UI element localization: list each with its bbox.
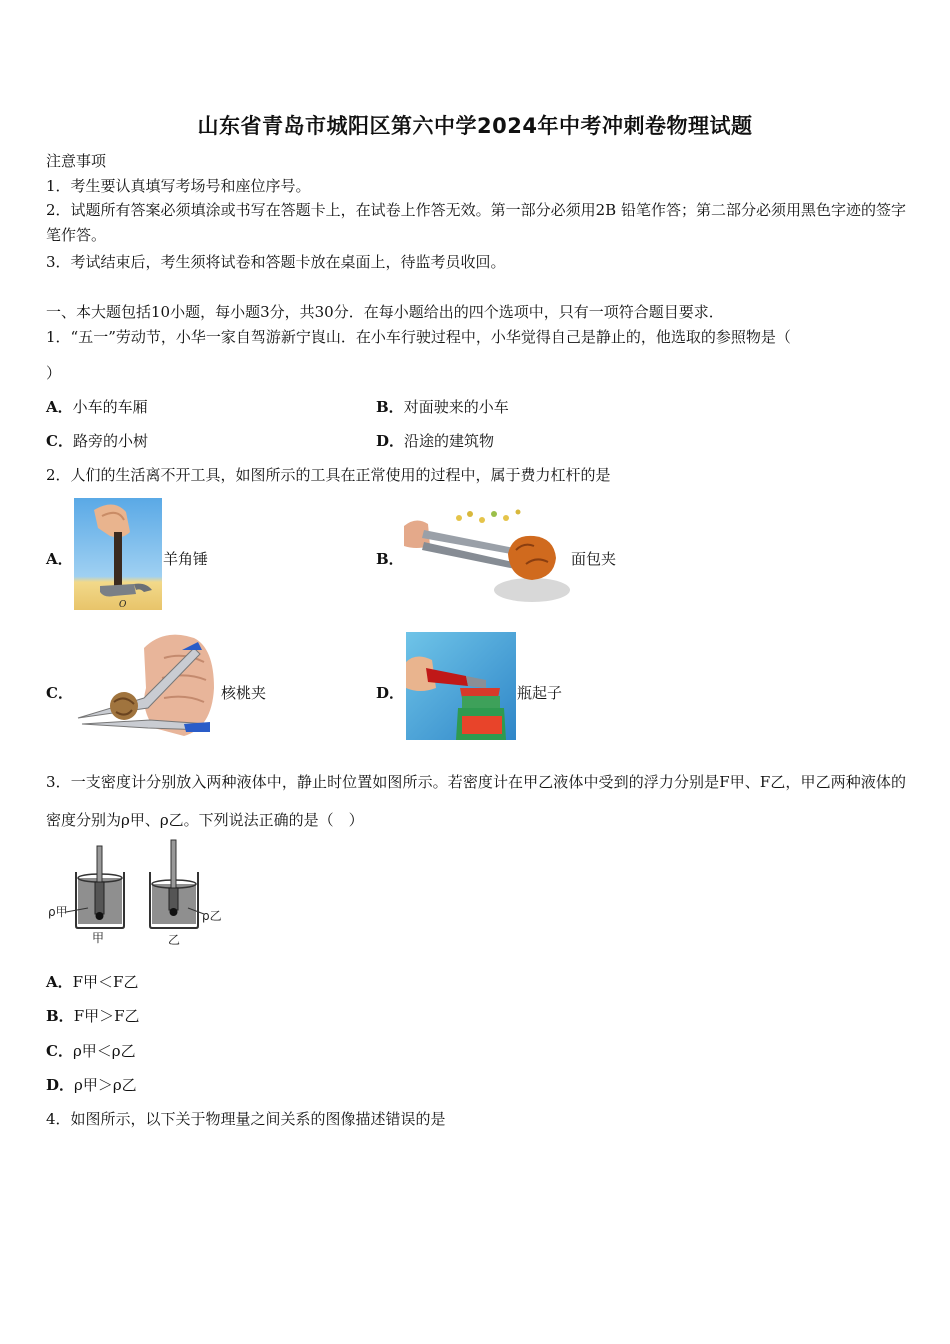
q2-option-c-label[interactable]: C．	[46, 684, 73, 702]
nutcracker-icon	[74, 628, 220, 740]
q1-stem-end: ）	[46, 364, 62, 382]
option-label: D．	[376, 432, 405, 450]
q2-option-a-text: 羊角锤	[163, 550, 209, 568]
option-text: 小车的车厢	[72, 398, 148, 416]
option-text: 沿途的建筑物	[404, 432, 495, 450]
q2-option-d-text: 瓶起子	[517, 684, 563, 702]
option-text: F甲＜F乙	[72, 973, 139, 991]
option-label: D．	[46, 1076, 75, 1094]
q2-option-c-text: 核桃夹	[221, 684, 267, 702]
option-text: 路旁的小树	[72, 432, 148, 450]
q2-option-d-label[interactable]: D．	[376, 684, 405, 702]
option-label: A．	[46, 398, 73, 416]
option-text: F甲＞F乙	[73, 1007, 140, 1025]
q3-option-d[interactable]	[46, 1076, 137, 1094]
beaker-jia-caption: 甲	[92, 931, 105, 945]
option-label: B．	[46, 1007, 74, 1025]
notice-heading: 注意事项	[46, 152, 107, 170]
rho-yi-label: ρ乙	[202, 909, 222, 923]
q2-stem: 2．人们的生活离不开工具，如图所示的工具在正常使用的过程中，属于费力杠杆的是	[46, 466, 611, 484]
notice-item-3: 3．考试结束后，考生须将试卷和答题卡放在桌面上，待监考员收回。	[46, 253, 506, 271]
q1-option-a[interactable]	[46, 398, 148, 416]
q2-option-a-label[interactable]: A．	[46, 550, 73, 568]
bread-tongs-icon	[404, 506, 570, 606]
option-label: A．	[46, 973, 73, 991]
option-label: C．	[46, 1042, 73, 1060]
q3-option-c[interactable]	[46, 1042, 136, 1060]
q1-option-b[interactable]	[376, 398, 509, 416]
section-heading: 一、本大题包括10小题，每小题3分，共30分．在每小题给出的四个选项中，只有一项符合题目要求．	[46, 303, 724, 321]
q2-option-b-text: 面包夹	[571, 550, 617, 568]
q1-option-c[interactable]	[46, 432, 148, 450]
option-label: C．	[46, 432, 73, 450]
option-text: 对面驶来的小车	[403, 398, 509, 416]
option-text: ρ甲＜ρ乙	[72, 1042, 136, 1060]
page-title: 山东省青岛市城阳区第六中学2024年中考冲刺卷物理试题	[197, 114, 753, 138]
notice-item-2: 2．试题所有答案必须填涂或书写在答题卡上，在试卷上作答无效。第一部分必须用2B 铅笔作答；第二部分必须用黑色字迹的签字笔作答。	[46, 201, 906, 244]
claw-hammer-icon	[74, 498, 162, 610]
q3-option-a[interactable]	[46, 973, 138, 991]
option-text: ρ甲＞ρ乙	[74, 1076, 137, 1094]
rho-jia-label: ρ甲	[48, 905, 68, 919]
notice-item-1: 1．考生要认真填写考场号和座位序号。	[46, 177, 311, 195]
hydrometer-figure	[46, 838, 226, 950]
q3-stem: 3．一支密度计分别放入两种液体中，静止时位置如图所示。若密度计在甲乙液体中受到的浮力分别是F甲、F乙，甲乙两种液体的密度分别为ρ甲、ρ乙。下列说法正确的是（ ）	[46, 773, 906, 829]
q1-option-d[interactable]	[376, 432, 494, 450]
q1-stem: 1．“五一”劳动节，小华一家自驾游新宁崀山．在小车行驶过程中，小华觉得自己是静止的，他选取的参照物是（	[46, 328, 791, 346]
option-label: B．	[376, 398, 404, 416]
bottle-opener-icon	[406, 632, 516, 740]
q4-stem: 4．如图所示，以下关于物理量之间关系的图像描述错误的是	[46, 1110, 446, 1128]
q3-option-b[interactable]	[46, 1007, 140, 1025]
hammer-pivot-label: O	[119, 600, 127, 610]
beaker-yi-caption: 乙	[168, 933, 181, 947]
q2-option-b-label[interactable]: B．	[376, 550, 404, 568]
